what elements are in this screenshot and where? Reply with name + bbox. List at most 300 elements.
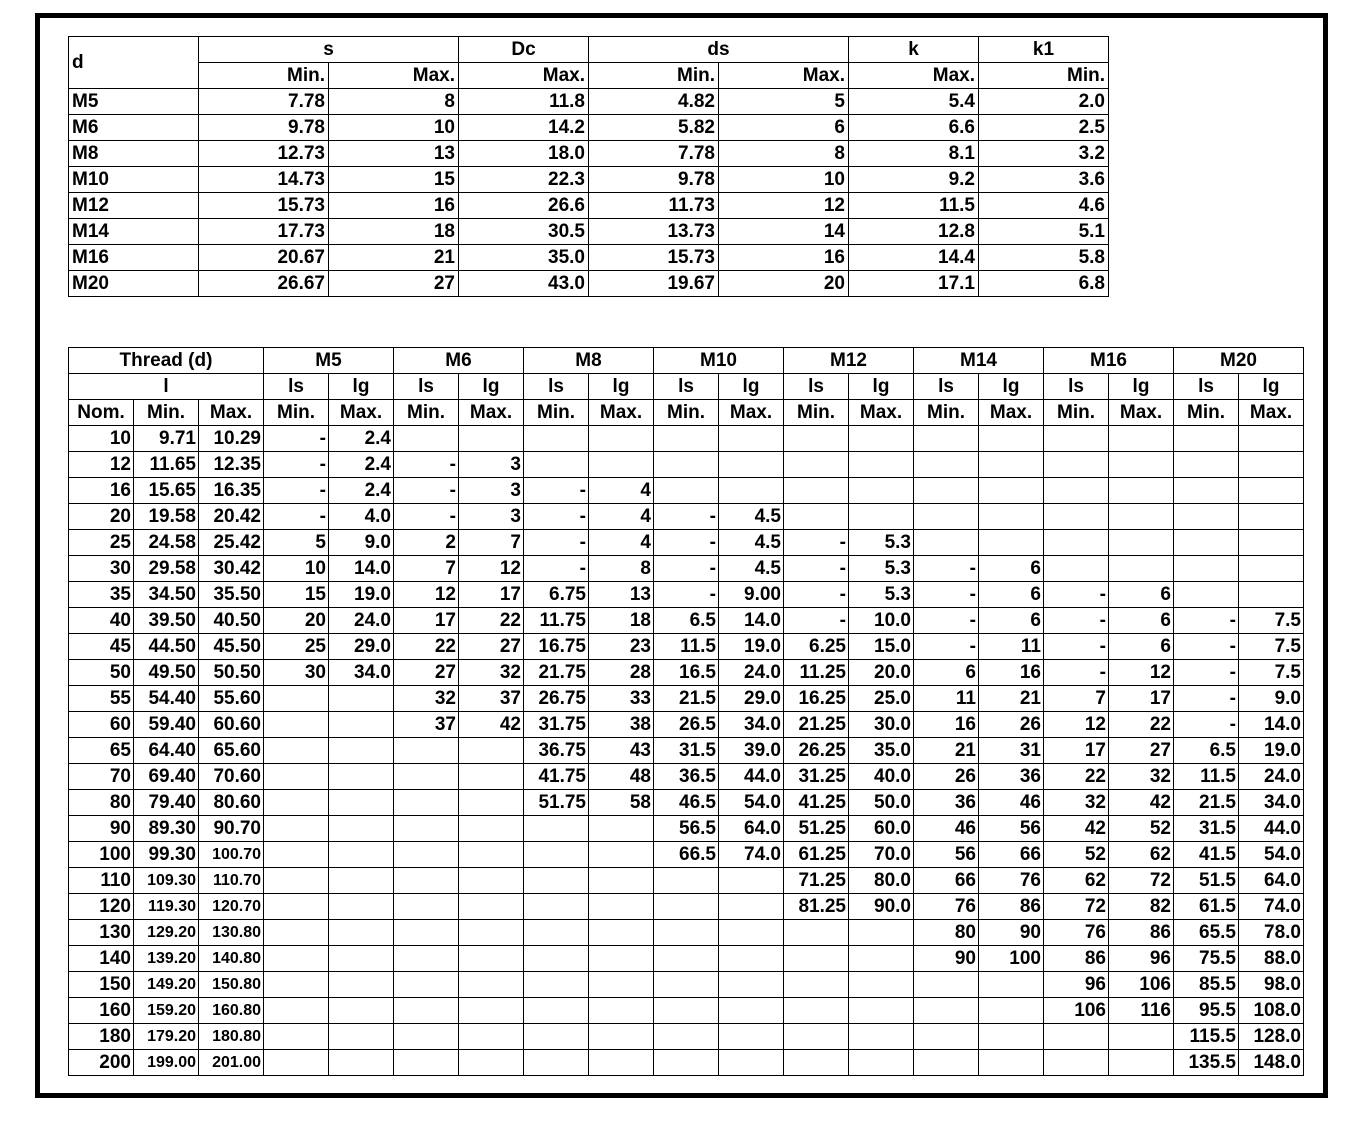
ls-lg-cell: 30.0 (849, 712, 914, 738)
ls-lg-cell: 34.0 (719, 712, 784, 738)
ls-lg-cell (1044, 478, 1109, 504)
ls-min-header: Min. (1044, 400, 1109, 426)
ls-lg-cell (979, 1050, 1044, 1076)
ls-lg-cell (654, 868, 719, 894)
ls-lg-cell (524, 1050, 589, 1076)
ls-lg-cell: 17 (459, 582, 524, 608)
ls-lg-cell (914, 478, 979, 504)
col-header-s: s (199, 37, 459, 63)
ls-lg-cell: 10 (264, 556, 329, 582)
length-tolerance: 12.35 (199, 452, 264, 478)
length-row (69, 868, 1304, 894)
length-row (69, 660, 1304, 686)
dims-cell: 5.82 (589, 115, 719, 141)
ls-lg-cell: 6 (914, 660, 979, 686)
ls-lg-cell (589, 920, 654, 946)
subheader-ds-min: Min. (589, 63, 719, 89)
ls-min-header: Min. (784, 400, 849, 426)
dims-cell: 26.67 (199, 271, 329, 297)
ls-lg-cell (264, 868, 329, 894)
dims-cell: 20.67 (199, 245, 329, 271)
ls-lg-cell (719, 920, 784, 946)
ls-lg-cell (784, 920, 849, 946)
nominal-length: 25 (69, 530, 134, 556)
ls-lg-cell (784, 426, 849, 452)
ls-lg-cell: - (1044, 608, 1109, 634)
thread-m8: M8 (524, 348, 654, 374)
ls-lg-cell: - (264, 426, 329, 452)
ls-lg-cell: 12 (1109, 660, 1174, 686)
thread-m20: M20 (1174, 348, 1304, 374)
ls-lg-cell: 28 (589, 660, 654, 686)
length-tolerance: 140.80 (199, 946, 264, 972)
dims-cell: 2.5 (979, 115, 1109, 141)
ls-lg-cell (264, 842, 329, 868)
length-tolerance: 130.80 (199, 920, 264, 946)
dims-cell: 6 (719, 115, 849, 141)
ls-lg-cell (264, 1050, 329, 1076)
length-ls-lg-row (69, 374, 1304, 400)
length-tolerance: 90.70 (199, 816, 264, 842)
lg-max-header: Max. (589, 400, 654, 426)
dims-cell: 11.73 (589, 193, 719, 219)
ls-lg-cell: 22 (459, 608, 524, 634)
lg-header: lg (849, 374, 914, 400)
ls-lg-cell (1044, 1050, 1109, 1076)
ls-lg-cell (914, 452, 979, 478)
ls-lg-cell: - (654, 556, 719, 582)
ls-lg-cell: 76 (979, 868, 1044, 894)
dims-cell: 14.73 (199, 167, 329, 193)
ls-lg-cell: - (784, 582, 849, 608)
ls-lg-cell (329, 1050, 394, 1076)
ls-lg-cell (524, 946, 589, 972)
length-row (69, 894, 1304, 920)
ls-lg-cell: 19.0 (1239, 738, 1304, 764)
ls-lg-cell (719, 452, 784, 478)
ls-lg-cell: 86 (1109, 920, 1174, 946)
ls-lg-cell: - (784, 608, 849, 634)
ls-lg-cell: - (394, 504, 459, 530)
ls-lg-cell (719, 946, 784, 972)
ls-lg-cell (264, 894, 329, 920)
dims-cell: 35.0 (459, 245, 589, 271)
length-tolerance: 201.00 (199, 1050, 264, 1076)
ls-lg-cell: 76 (914, 894, 979, 920)
nominal-length: 90 (69, 816, 134, 842)
ls-lg-cell (264, 686, 329, 712)
nominal-length: 20 (69, 504, 134, 530)
ls-lg-cell: - (394, 452, 459, 478)
ls-min-header: Min. (524, 400, 589, 426)
ls-lg-cell: - (1044, 660, 1109, 686)
ls-lg-cell (329, 816, 394, 842)
nominal-length: 60 (69, 712, 134, 738)
ls-lg-cell: 29.0 (329, 634, 394, 660)
dims-cell: 15 (329, 167, 459, 193)
ls-lg-cell (459, 920, 524, 946)
length-tolerance: 70.60 (199, 764, 264, 790)
col-header-ds: ds (589, 37, 849, 63)
ls-lg-cell (524, 426, 589, 452)
length-tolerance: 110.70 (199, 868, 264, 894)
length-row (69, 452, 1304, 478)
ls-lg-cell: 35.0 (849, 738, 914, 764)
col-header-dc: Dc (459, 37, 589, 63)
ls-lg-cell: 2.4 (329, 478, 394, 504)
ls-lg-cell: - (914, 582, 979, 608)
ls-lg-cell (459, 738, 524, 764)
ls-lg-cell: 9.0 (1239, 686, 1304, 712)
length-tolerance: 40.50 (199, 608, 264, 634)
ls-lg-cell (1174, 582, 1239, 608)
ls-lg-cell: 32 (459, 660, 524, 686)
ls-lg-cell (459, 946, 524, 972)
dims-row-label: M10 (69, 167, 199, 193)
ls-lg-cell (654, 1024, 719, 1050)
dims-cell: 18 (329, 219, 459, 245)
ls-lg-cell (329, 764, 394, 790)
ls-header: ls (264, 374, 329, 400)
ls-lg-cell (1239, 530, 1304, 556)
ls-lg-cell (784, 504, 849, 530)
ls-lg-cell (394, 894, 459, 920)
ls-lg-cell (329, 894, 394, 920)
ls-lg-cell: 90 (979, 920, 1044, 946)
length-tolerance: 179.20 (134, 1024, 199, 1050)
ls-lg-cell: 41.25 (784, 790, 849, 816)
ls-lg-cell: 11.75 (524, 608, 589, 634)
ls-lg-cell: 78.0 (1239, 920, 1304, 946)
ls-lg-cell (589, 946, 654, 972)
ls-lg-cell: 46.5 (654, 790, 719, 816)
dims-cell: 17.73 (199, 219, 329, 245)
ls-lg-cell (719, 894, 784, 920)
ls-lg-cell: 6.25 (784, 634, 849, 660)
dims-cell: 7.78 (589, 141, 719, 167)
ls-lg-cell: 38 (589, 712, 654, 738)
dims-row-label: M6 (69, 115, 199, 141)
dims-cell: 13 (329, 141, 459, 167)
ls-lg-cell: 15.0 (849, 634, 914, 660)
ls-lg-cell: 56 (914, 842, 979, 868)
ls-lg-cell: 4 (589, 504, 654, 530)
ls-lg-cell: 46 (979, 790, 1044, 816)
subheader-s-max: Max. (329, 63, 459, 89)
ls-lg-cell (329, 1024, 394, 1050)
ls-lg-cell (524, 816, 589, 842)
ls-lg-cell (719, 972, 784, 998)
ls-lg-cell: - (1044, 582, 1109, 608)
ls-lg-cell (459, 790, 524, 816)
dims-row (69, 219, 1109, 245)
ls-lg-cell: 80.0 (849, 868, 914, 894)
ls-lg-cell: 88.0 (1239, 946, 1304, 972)
ls-lg-cell: 50.0 (849, 790, 914, 816)
ls-lg-cell: 6 (1109, 634, 1174, 660)
length-row (69, 478, 1304, 504)
ls-lg-cell: 71.25 (784, 868, 849, 894)
nominal-length: 40 (69, 608, 134, 634)
dims-cell: 2.0 (979, 89, 1109, 115)
lg-header: lg (1239, 374, 1304, 400)
ls-lg-cell: 65.5 (1174, 920, 1239, 946)
ls-lg-cell: 61.25 (784, 842, 849, 868)
ls-lg-cell (459, 894, 524, 920)
ls-lg-cell: 72 (1044, 894, 1109, 920)
dims-row-label: M20 (69, 271, 199, 297)
ls-lg-cell (394, 738, 459, 764)
ls-lg-cell (394, 816, 459, 842)
ls-lg-cell: 95.5 (1174, 998, 1239, 1024)
ls-lg-cell (1239, 556, 1304, 582)
length-row (69, 842, 1304, 868)
ls-lg-cell: 22 (1109, 712, 1174, 738)
ls-lg-cell: 2.4 (329, 452, 394, 478)
ls-lg-cell (394, 868, 459, 894)
length-tolerance: 100.70 (199, 842, 264, 868)
length-tolerance: 49.50 (134, 660, 199, 686)
ls-lg-cell (329, 712, 394, 738)
length-tolerance: 45.50 (199, 634, 264, 660)
col-header-k1: k1 (979, 37, 1109, 63)
ls-lg-cell: 66.5 (654, 842, 719, 868)
dims-header-row (69, 37, 1109, 63)
ls-lg-cell: 66 (914, 868, 979, 894)
ls-lg-cell: 3 (459, 452, 524, 478)
ls-lg-cell (849, 478, 914, 504)
ls-lg-cell: - (524, 478, 589, 504)
ls-lg-cell (524, 998, 589, 1024)
ls-lg-cell (654, 1050, 719, 1076)
ls-lg-cell: 36 (979, 764, 1044, 790)
nominal-length: 45 (69, 634, 134, 660)
ls-lg-cell: 9.00 (719, 582, 784, 608)
length-row (69, 582, 1304, 608)
length-tolerance: 89.30 (134, 816, 199, 842)
ls-lg-cell (459, 764, 524, 790)
ls-lg-cell: 16.5 (654, 660, 719, 686)
lg-max-header: Max. (979, 400, 1044, 426)
ls-lg-cell: 4.5 (719, 556, 784, 582)
ls-lg-cell: 14.0 (1239, 712, 1304, 738)
lg-max-header: Max. (1239, 400, 1304, 426)
ls-lg-cell (1109, 556, 1174, 582)
ls-lg-cell: 61.5 (1174, 894, 1239, 920)
nominal-length: 140 (69, 946, 134, 972)
length-tolerance: 16.35 (199, 478, 264, 504)
dims-cell: 9.78 (589, 167, 719, 193)
ls-min-header: Min. (1174, 400, 1239, 426)
ls-lg-cell (1109, 452, 1174, 478)
ls-lg-cell: 22 (394, 634, 459, 660)
ls-lg-cell (849, 946, 914, 972)
ls-lg-cell: - (264, 478, 329, 504)
nominal-length: 80 (69, 790, 134, 816)
dims-cell: 43.0 (459, 271, 589, 297)
ls-lg-cell (849, 972, 914, 998)
ls-lg-cell: 7.5 (1239, 660, 1304, 686)
ls-lg-cell: - (264, 504, 329, 530)
ls-lg-cell: 43 (589, 738, 654, 764)
ls-header: ls (784, 374, 849, 400)
ls-lg-cell: 82 (1109, 894, 1174, 920)
ls-lg-cell: 19.0 (719, 634, 784, 660)
ls-lg-cell (979, 426, 1044, 452)
dims-subheader-row (69, 63, 1109, 89)
ls-lg-cell: 72 (1109, 868, 1174, 894)
ls-lg-cell: 98.0 (1239, 972, 1304, 998)
ls-lg-cell: 7 (394, 556, 459, 582)
ls-lg-cell (784, 972, 849, 998)
length-tolerance: 39.50 (134, 608, 199, 634)
ls-lg-cell: 66 (979, 842, 1044, 868)
ls-lg-cell (979, 530, 1044, 556)
ls-lg-cell (1044, 504, 1109, 530)
length-tolerance: 30.42 (199, 556, 264, 582)
ls-header: ls (394, 374, 459, 400)
ls-lg-cell: 42 (459, 712, 524, 738)
dims-row (69, 271, 1109, 297)
length-tolerance: 199.00 (134, 1050, 199, 1076)
dims-cell: 13.73 (589, 219, 719, 245)
nominal-length: 100 (69, 842, 134, 868)
ls-lg-cell: - (524, 504, 589, 530)
ls-lg-cell (849, 998, 914, 1024)
dims-row-label: M12 (69, 193, 199, 219)
ls-lg-cell: 27 (459, 634, 524, 660)
ls-lg-cell: - (524, 556, 589, 582)
ls-lg-cell: 46 (914, 816, 979, 842)
ls-lg-cell (589, 452, 654, 478)
ls-lg-cell: 6 (979, 608, 1044, 634)
ls-lg-cell: 6.75 (524, 582, 589, 608)
dims-cell: 15.73 (199, 193, 329, 219)
ls-lg-cell: 24.0 (719, 660, 784, 686)
ls-lg-cell: 16.75 (524, 634, 589, 660)
length-row (69, 972, 1304, 998)
ls-lg-cell: 21.5 (1174, 790, 1239, 816)
lg-max-header: Max. (459, 400, 524, 426)
ls-lg-cell: 5.3 (849, 530, 914, 556)
ls-lg-cell (459, 1050, 524, 1076)
ls-lg-cell: 29.0 (719, 686, 784, 712)
ls-lg-cell (979, 504, 1044, 530)
ls-lg-cell: 90 (914, 946, 979, 972)
ls-lg-cell (264, 946, 329, 972)
ls-lg-cell: 41.5 (1174, 842, 1239, 868)
ls-lg-cell (914, 530, 979, 556)
ls-lg-cell (524, 1024, 589, 1050)
ls-lg-cell: - (914, 608, 979, 634)
nominal-length: 120 (69, 894, 134, 920)
ls-lg-cell: 26 (914, 764, 979, 790)
ls-lg-cell: 15 (264, 582, 329, 608)
ls-min-header: Min. (264, 400, 329, 426)
ls-lg-cell: 36 (914, 790, 979, 816)
ls-lg-cell (1109, 1050, 1174, 1076)
ls-lg-cell: 4.5 (719, 530, 784, 556)
ls-lg-cell: 11.5 (1174, 764, 1239, 790)
ls-lg-cell: 41.75 (524, 764, 589, 790)
ls-lg-cell: 31.25 (784, 764, 849, 790)
nominal-length: 55 (69, 686, 134, 712)
dims-cell: 19.67 (589, 271, 719, 297)
ls-lg-cell: 24.0 (329, 608, 394, 634)
ls-lg-cell (329, 998, 394, 1024)
ls-lg-cell: 21 (979, 686, 1044, 712)
ls-lg-cell (329, 842, 394, 868)
subheader-ds-max: Max. (719, 63, 849, 89)
ls-lg-cell (1174, 556, 1239, 582)
ls-lg-cell: 106 (1109, 972, 1174, 998)
dims-cell: 5.4 (849, 89, 979, 115)
ls-lg-cell: 74.0 (719, 842, 784, 868)
ls-lg-cell: 106 (1044, 998, 1109, 1024)
ls-lg-cell: 21.25 (784, 712, 849, 738)
ls-lg-cell: 12 (1044, 712, 1109, 738)
ls-lg-cell: 58 (589, 790, 654, 816)
ls-lg-cell: 60.0 (849, 816, 914, 842)
ls-lg-cell (1044, 426, 1109, 452)
ls-lg-cell (589, 426, 654, 452)
ls-lg-cell: 32 (394, 686, 459, 712)
ls-lg-cell: 12 (459, 556, 524, 582)
ls-lg-cell: - (654, 504, 719, 530)
ls-lg-cell: 9.0 (329, 530, 394, 556)
ls-lg-cell: 6 (979, 582, 1044, 608)
ls-lg-cell: 21 (914, 738, 979, 764)
ls-lg-cell (1109, 1024, 1174, 1050)
dims-cell: 12.8 (849, 219, 979, 245)
nominal-length: 65 (69, 738, 134, 764)
ls-lg-cell: 8 (589, 556, 654, 582)
ls-lg-cell: 14.0 (329, 556, 394, 582)
ls-lg-cell: 7 (459, 530, 524, 556)
ls-lg-cell: 51.75 (524, 790, 589, 816)
ls-lg-cell (849, 1050, 914, 1076)
ls-lg-cell: - (784, 556, 849, 582)
length-row (69, 920, 1304, 946)
ls-lg-cell: 17 (1044, 738, 1109, 764)
length-tolerance: 160.80 (199, 998, 264, 1024)
ls-lg-cell (849, 426, 914, 452)
subheader-k-max: Max. (849, 63, 979, 89)
nominal-length: 10 (69, 426, 134, 452)
ls-lg-cell: 64.0 (1239, 868, 1304, 894)
ls-lg-cell: 16.25 (784, 686, 849, 712)
length-tolerance: 99.30 (134, 842, 199, 868)
ls-lg-cell: 3 (459, 478, 524, 504)
nominal-length: 50 (69, 660, 134, 686)
ls-lg-cell: 42 (1044, 816, 1109, 842)
lg-header: lg (719, 374, 784, 400)
nominal-length: 12 (69, 452, 134, 478)
ls-lg-cell (784, 998, 849, 1024)
ls-lg-cell: 31 (979, 738, 1044, 764)
ls-lg-cell: 56.5 (654, 816, 719, 842)
ls-lg-cell: 11 (979, 634, 1044, 660)
length-min-max-row (69, 400, 1304, 426)
dimensions-table (68, 36, 1109, 297)
length-row (69, 504, 1304, 530)
ls-lg-cell: 7 (1044, 686, 1109, 712)
dims-cell: 30.5 (459, 219, 589, 245)
dims-cell: 9.78 (199, 115, 329, 141)
length-tolerance: 139.20 (134, 946, 199, 972)
ls-lg-cell (394, 1024, 459, 1050)
ls-lg-cell: 37 (459, 686, 524, 712)
